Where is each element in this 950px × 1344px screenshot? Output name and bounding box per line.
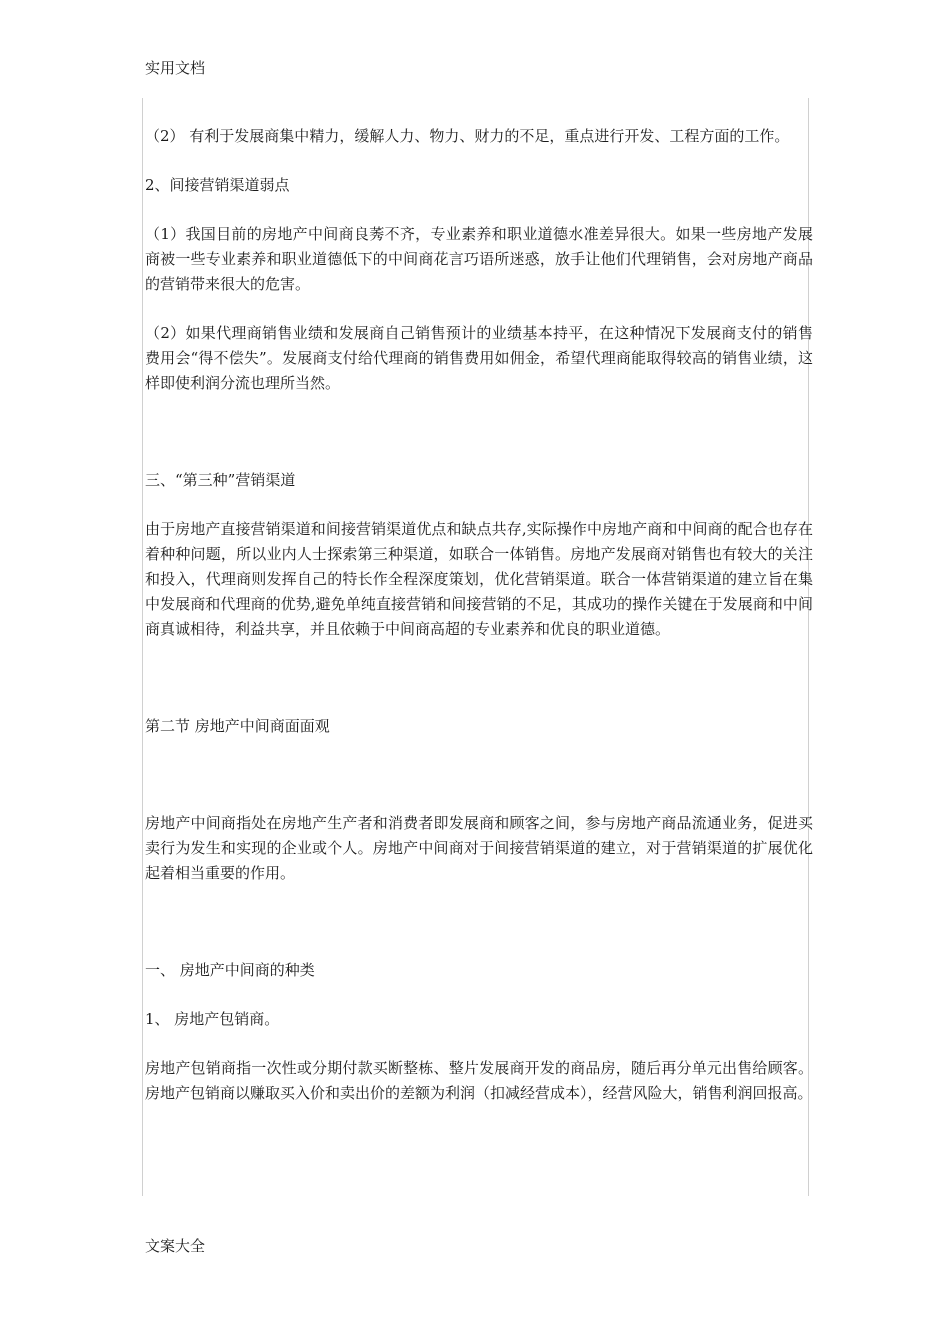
paragraph-advantage-2: （2） 有利于发展商集中精力，缓解人力、物力、财力的不足，重点进行开发、工程方面的工作。	[145, 127, 790, 145]
paragraph-underwriter: 房地产包销商指一次性或分期付款买断整栋、整片发展商开发的商品房，随后再分单元出售给顾客。房地产包销商以赚取买入价和卖出价的差额为利润（扣减经营成本），经营风险大，销售利润回报高。	[145, 1059, 813, 1102]
heading-underwriter: 1、 房地产包销商。	[145, 1010, 280, 1028]
paragraph-intermediary-definition: 房地产中间商指处在房地产生产者和消费者即发展商和顾客之间，参与房地产商品流通业务，促进买卖行为发生和实现的企业或个人。房地产中间商对于间接营销渠道的建立，对于营销渠道的扩展优化起着相当重要的作用。	[145, 814, 813, 882]
paragraph-third-channel: 由于房地产直接营销渠道和间接营销渠道优点和缺点共存,实际操作中房地产商和中间商的配合也存在着种种问题，所以业内人士探索第三种渠道，如联合一体销售。房地产发展商对销售也有较大的关注和投入，代理商则发挥自己的特长作全程深度策划，优化营销渠道。联合一体营销渠道的建立旨在集中发展商和代理商的优势,避免单纯直接营销和间接营销的不足，其成功的操作关键在于发展商和中间商真诚相待，利益共享，并且依赖于中间商高超的专业素养和优良的职业道德。	[145, 520, 813, 638]
paragraph-weakness-1: （1）我国目前的房地产中间商良莠不齐，专业素养和职业道德水准差异很大。如果一些房地产发展商被一些专业素养和职业道德低下的中间商花言巧语所迷惑，放手让他们代理销售，会对房地产商品的营销带来很大的危害。	[145, 225, 813, 293]
heading-intermediary-types: 一、 房地产中间商的种类	[145, 961, 315, 979]
page-footer: 文案大全	[145, 1237, 206, 1255]
paragraph-weakness-2: （2）如果代理商销售业绩和发展商自己销售预计的业绩基本持平，在这种情况下发展商支付的销售费用会“得不偿失”。发展商支付给代理商的销售费用如佣金，希望代理商能取得较高的销售业绩，这样即使利润分流也理所当然。	[145, 324, 813, 392]
heading-third-channel: 三、“第三种”营销渠道	[145, 471, 296, 489]
heading-indirect-weakness: 2、间接营销渠道弱点	[145, 176, 290, 194]
page-header: 实用文档	[145, 59, 206, 77]
left-border-line	[142, 98, 143, 1196]
heading-section-2: 第二节 房地产中间商面面观	[145, 717, 330, 735]
document-body	[145, 124, 813, 1106]
